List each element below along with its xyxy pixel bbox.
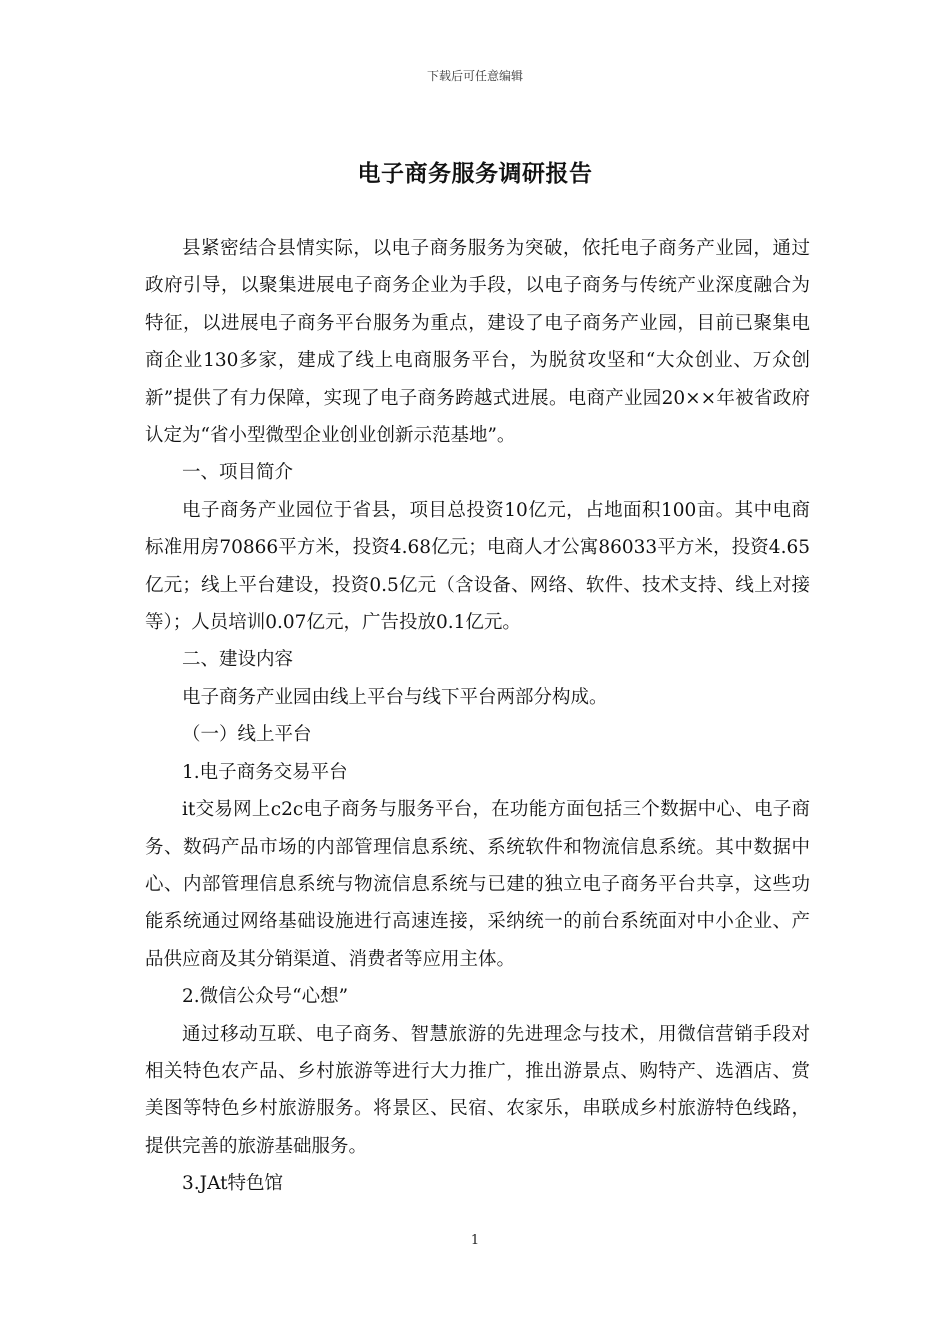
paragraph-project-overview: 电子商务产业园位于省县，项目总投资10亿元，占地面积100亩。其中电商标准用房70866平方米，投资4.68亿元；电商人才公寓86033平方米，投资4.65亿元；线上平台建设，投资0.5亿元（含设备、网络、软件、技术支持、线上对接等）；人员培训0.07亿元，广告投放0.1亿元。 (145, 499, 810, 634)
section-heading-construction-content: 二、建设内容 (182, 649, 294, 671)
section-heading-project-overview: 一、项目简介 (182, 462, 294, 484)
item-heading-wechat-account: 2.微信公众号“心想” (182, 986, 349, 1008)
document-title: 电子商务服务调研报告 (357, 161, 593, 187)
item-heading-specialty-pavilion: 3.JAt特色馆 (182, 1173, 284, 1195)
paragraph-wechat-account: 通过移动互联、电子商务、智慧旅游的先进理念与技术，用微信营销手段对相关特色农产品、乡村旅游等进行大力推广，推出游景点、购特产、选酒店、赏美图等特色乡村旅游服务。将景区、民宿、农家乐，串联成乡村旅游特色线路，提供完善的旅游基础服务。 (145, 1023, 810, 1157)
page-number: 1 (470, 1233, 480, 1248)
header-note: 下载后可任意编辑 (426, 69, 523, 83)
paragraph-intro: 县紧密结合县情实际，以电子商务服务为突破，依托电子商务产业园，通过政府引导，以聚集进展电子商务企业为手段，以电子商务与传统产业深度融合为特征，以进展电子商务平台服务为重点，建设了电子商务产业园，目前已聚集电商企业130多家，建成了线上电商服务平台，为脱贫攻坚和“大众创业、万众创新”提供了有力保障，实现了电子商务跨越式进展。电商产业园20××年被省政府认定为“省小型微型企业创业创新示范基地”。 (145, 238, 810, 447)
item-heading-ecommerce-trading-platform: 1.电子商务交易平台 (182, 761, 348, 783)
paragraph-construction-content: 电子商务产业园由线上平台与线下平台两部分构成。 (182, 686, 608, 708)
paragraph-ecommerce-trading-platform: it交易网上c2c电子商务与服务平台，在功能方面包括三个数据中心、电子商务、数码产品市场的内部管理信息系统、系统软件和物流信息系统。其中数据中心、内部管理信息系统与物流信息系统与已建的独立电子商务平台共享，这些功能系统通过网络基础设施进行高速连接，采纳统一的前台系统面对中小企业、产品供应商及其分销渠道、消费者等应用主体。 (145, 799, 810, 970)
subsection-heading-online-platform: （一）线上平台 (182, 724, 312, 746)
document-body (145, 230, 810, 1203)
